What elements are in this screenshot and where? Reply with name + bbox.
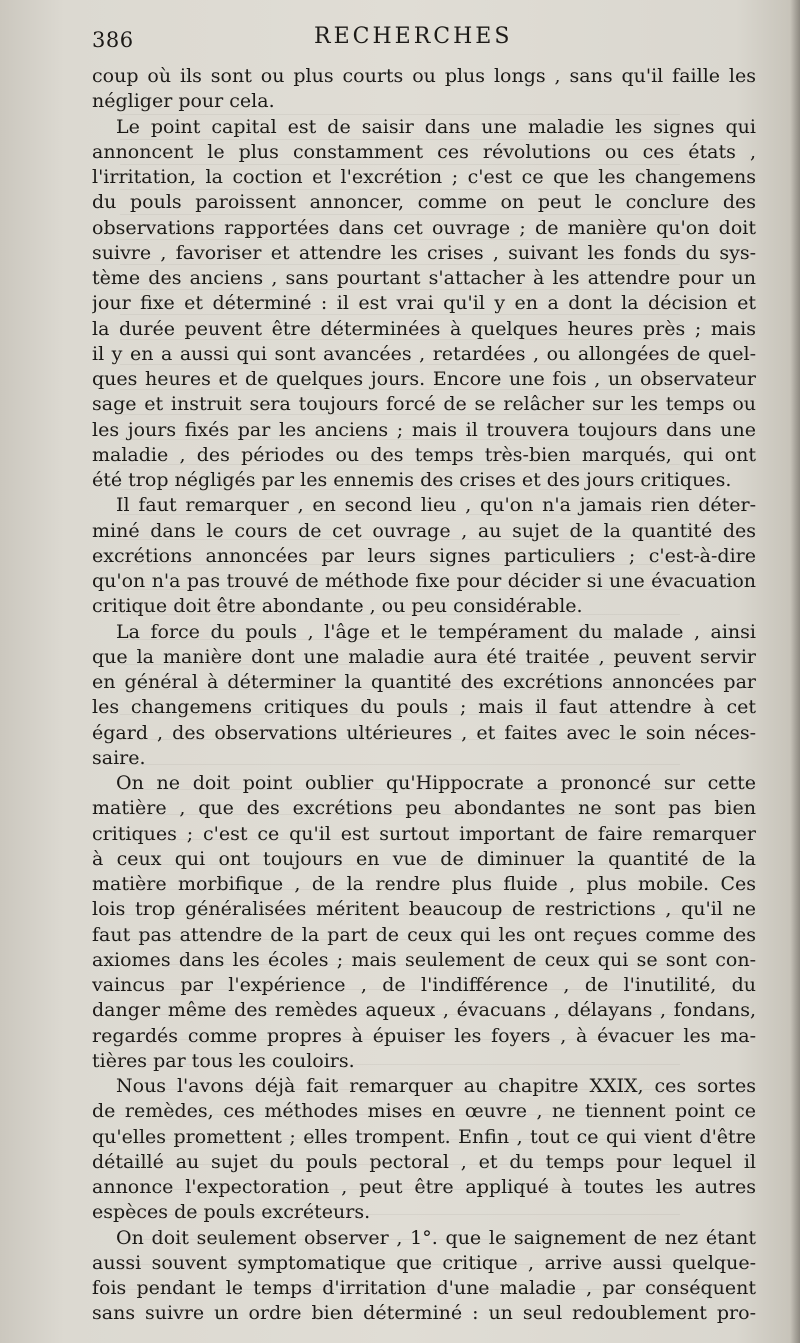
- text-line: fois pendant le temps d'irritation d'une maladie , par conséquent: [92, 1277, 756, 1299]
- text-line: faut pas attendre de la part de ceux qui les ont reçues comme des: [92, 923, 756, 946]
- text-line: Il faut remarquer , en second lieu , qu'on n'a jamais rien déter-: [116, 494, 756, 517]
- text-line: égard , des observations ultérieures , et faites avec le soin néces-: [92, 721, 756, 744]
- text-line: les jours fixés par les anciens ; mais il trouvera toujours dans une: [92, 418, 756, 441]
- text-line: tème des anciens , sans pourtant s'attacher à les attendre pour un: [92, 267, 756, 289]
- body-text: [92, 64, 756, 1327]
- text-line: sage et instruit sera toujours forcé de se relâcher sur les temps ou: [92, 393, 756, 416]
- text-line: l'irritation, la coction et l'excrétion ; c'est ce que les changemens: [92, 166, 756, 188]
- text-line: que la manière dont une maladie aura été traitée , peuvent servir: [92, 645, 756, 668]
- text-line: la durée peuvent être déterminées à quelques heures près ; mais: [92, 317, 756, 340]
- text-line: On ne doit point oublier qu'Hippocrate a prononcé sur cette: [116, 772, 756, 794]
- page-edge-shadow: [790, 0, 800, 1343]
- text-line: été trop négligés par les ennemis des crises et des jours critiques.: [92, 469, 732, 491]
- text-line: tières par tous les couloirs.: [92, 1049, 355, 1072]
- text-line: en général à déterminer la quantité des excrétions annoncées par: [92, 671, 756, 693]
- text-line: jour fixe et déterminé : il est vrai qu'il y en a dont la décision et: [92, 292, 756, 315]
- text-line: critiques ; c'est ce qu'il est surtout important de faire remarquer: [92, 822, 756, 845]
- text-line: saire.: [92, 746, 146, 769]
- text-line: espèces de pouls excréteurs.: [92, 1201, 371, 1224]
- text-line: détaillé au sujet du pouls pectoral , et du temps pour lequel il: [92, 1150, 756, 1173]
- text-line: coup où ils sont ou plus courts ou plus longs , sans qu'il faille les: [92, 65, 756, 87]
- page-header: [92, 22, 752, 56]
- text-line: qu'on n'a pas trouvé de méthode fixe pour décider si une évacuation: [92, 570, 756, 592]
- text-line: du pouls paroissent annoncer, comme on peut le conclure des: [92, 191, 756, 214]
- text-line: négliger pour cela.: [92, 90, 275, 113]
- text-line: suivre , favoriser et attendre les crises , suivant les fonds du sys-: [92, 241, 756, 264]
- text-line: qu'elles promettent ; elles trompent. Enfin , tout ce qui vient d'être: [92, 1125, 756, 1148]
- text-line: observations rapportées dans cet ouvrage ; de manière qu'on doit: [92, 216, 756, 239]
- text-line: il y en a aussi qui sont avancées , retardées , ou allongées de quel-: [92, 342, 756, 365]
- text-line: aussi souvent symptomatique que critique , arrive aussi quelque-: [92, 1251, 756, 1274]
- text-line: maladie , des périodes ou des temps très-bien marqués, qui ont: [92, 443, 756, 466]
- text-line: matière , que des excrétions peu abondantes ne sont pas bien: [92, 797, 756, 820]
- text-line: sans suivre un ordre bien déterminé : un seul redoublement pro-: [92, 1302, 756, 1325]
- text-line: vaincus par l'expérience , de l'indifférence , de l'inutilité, du: [92, 974, 756, 996]
- text-line: de remèdes, ces méthodes mises en œuvre , ne tiennent point ce: [92, 1100, 756, 1123]
- text-line: La force du pouls , l'âge et le tempérament du malade , ainsi: [116, 620, 756, 643]
- running-head: RECHERCHES: [314, 24, 513, 49]
- text-line: critique doit être abondante , ou peu considérable.: [92, 595, 583, 618]
- text-line: axiomes dans les écoles ; mais seulement de ceux qui se sont con-: [92, 948, 756, 971]
- text-line: les changemens critiques du pouls ; mais il faut attendre à cet: [92, 696, 756, 719]
- text-line: On doit seulement observer , 1°. que le saignement de nez étant: [116, 1226, 756, 1249]
- text-line: annonce l'expectoration , peut être appliqué à toutes les autres: [92, 1176, 756, 1198]
- text-line: Le point capital est de saisir dans une maladie les signes qui: [116, 115, 756, 138]
- text-line: miné dans le cours de cet ouvrage , au sujet de la quantité des: [92, 519, 756, 542]
- text-line: excrétions annoncées par leurs signes particuliers ; c'est-à-dire: [92, 544, 756, 567]
- text-line: ques heures et de quelques jours. Encore une fois , un observateur: [92, 368, 756, 390]
- text-line: Nous l'avons déjà fait remarquer au chapitre XXIX, ces sortes: [116, 1075, 756, 1097]
- text-line: matière morbifique , de la rendre plus fluide , plus mobile. Ces: [92, 873, 756, 895]
- text-line: annoncent le plus constamment ces révolutions ou ces états ,: [92, 140, 756, 163]
- text-line: danger même des remèdes aqueux , évacuans , délayans , fondans,: [92, 999, 756, 1022]
- text-line: regardés comme propres à épuiser les foyers , à évacuer les ma-: [92, 1024, 756, 1047]
- text-line: lois trop généralisées méritent beaucoup de restrictions , qu'il ne: [92, 898, 756, 921]
- page-number: 386: [92, 28, 134, 52]
- text-line: à ceux qui ont toujours en vue de diminuer la quantité de la: [92, 847, 756, 870]
